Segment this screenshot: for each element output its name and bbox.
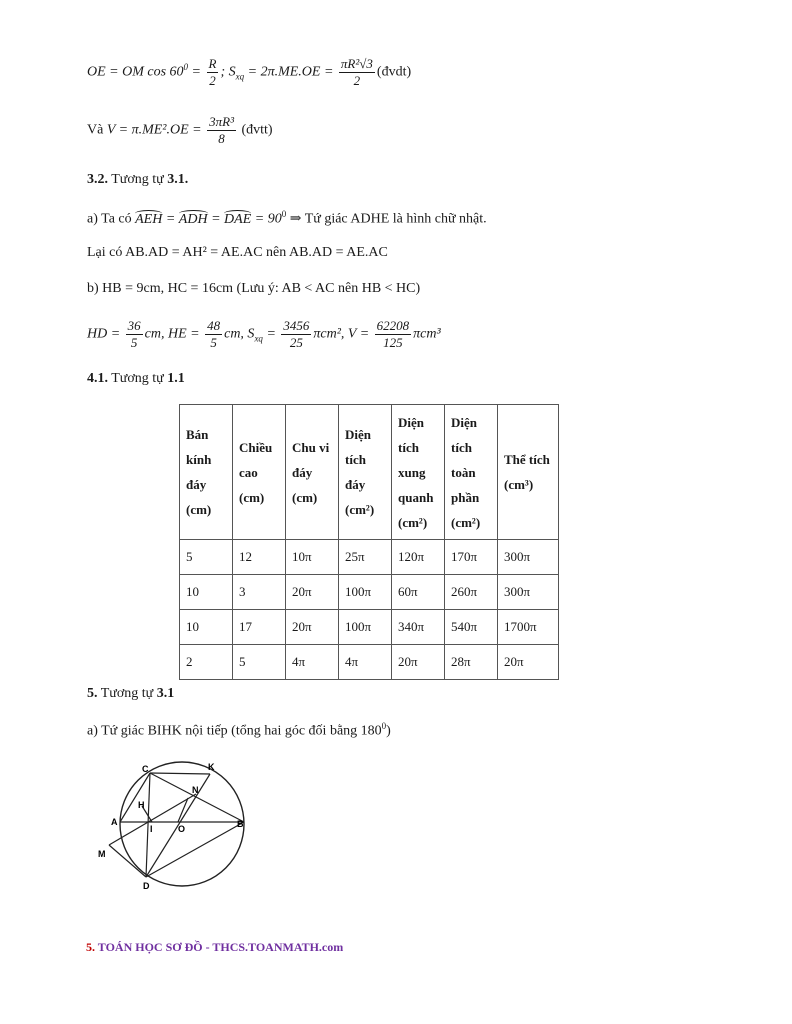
- formula-volume: Và V = π.ME².OE = $\frac{\text{3πR³}}{8}$ (đvtt): [87, 114, 273, 146]
- cylinder-table: [179, 404, 559, 680]
- fraction-r-2: $\frac{R}{2}$: [208, 56, 217, 88]
- table-cell: 120π: [392, 540, 445, 575]
- label-c: C: [142, 764, 149, 774]
- label-n: N: [192, 785, 199, 795]
- table-cell: 10: [180, 575, 233, 610]
- table-header: Diện tích đáy (cm²): [339, 405, 392, 540]
- table-header: Thể tích (cm³): [498, 405, 559, 540]
- table-cell: 2: [180, 645, 233, 680]
- table-cell: 20π: [286, 610, 339, 645]
- segment-db: [146, 822, 244, 877]
- section-3-2-heading: 3.2. Tương tự 3.1.: [87, 172, 189, 187]
- label-m: M: [98, 849, 106, 859]
- table-cell: 340π: [392, 610, 445, 645]
- segment-md: [109, 845, 146, 877]
- table-row: [180, 575, 559, 610]
- table-row: [180, 610, 559, 645]
- segment-ck: [150, 773, 210, 774]
- fraction-sxq2: $\frac{3456}{25}$: [283, 318, 310, 350]
- section-3-2-relation: Lại có AB.AD = AH² = AE.AC nên AB.AD = AE.AC: [87, 245, 388, 260]
- table-header: Chu vi đáy (cm): [286, 405, 339, 540]
- label-i: I: [150, 824, 153, 834]
- fraction-v: $\frac{62208}{125}$: [376, 318, 410, 350]
- segment-cb: [150, 773, 244, 822]
- table-cell: 12: [233, 540, 286, 575]
- section-4-1-heading: 4.1. Tương tự 1.1: [87, 371, 185, 386]
- table-cell: 540π: [445, 610, 498, 645]
- section-3-2-a: a) Ta có AEH = ADH = DAE = $90^0$ ⇒ Tứ giác ADHE là hình chữ nhật.: [87, 209, 487, 227]
- table-cell: 4π: [286, 645, 339, 680]
- section-3-2-results: HD = $\frac{36}{5}$ cm, HE = $\frac{48}{5}$ cm, $S_{xq}$ = $\frac{3456}{25}$ πcm², V = $\frac{62208}{125}$ πcm³: [87, 318, 441, 350]
- table-cell: 300π: [498, 540, 559, 575]
- label-a: A: [111, 817, 118, 827]
- fraction-hd: $\frac{36}{5}$: [127, 318, 141, 350]
- section-5-a: a) Tứ giác BIHK nội tiếp (tổng hai góc đối bằng $180^0$): [87, 721, 391, 739]
- fraction-he: $\frac{48}{5}$: [207, 318, 221, 350]
- label-h: H: [138, 800, 145, 810]
- table-cell: 100π: [339, 610, 392, 645]
- table-row: [180, 645, 559, 680]
- table-cell: 20π: [286, 575, 339, 610]
- fraction-sxq: $\frac{\text{πR²√3}}{2}$: [340, 56, 373, 88]
- table-row: [180, 540, 559, 575]
- section-5-heading: 5. Tương tự 3.1: [87, 686, 175, 701]
- label-b: B: [237, 819, 244, 829]
- table-cell: 20π: [392, 645, 445, 680]
- table-cell: 300π: [498, 575, 559, 610]
- label-k: K: [208, 762, 215, 772]
- table-cell: 28π: [445, 645, 498, 680]
- label-d: D: [143, 881, 150, 891]
- table-cell: 3: [233, 575, 286, 610]
- formula-oe: OE = OM $\cos 60^0$ = $\frac{R}{2}$ ; $S_{xq} = 2\pi.ME.OE$ = $\frac{\text{πR²√3}}{2}$ (đvdt): [87, 56, 412, 88]
- fraction-volume: $\frac{\text{3πR³}}{8}$: [209, 114, 234, 146]
- table-header-row: [180, 405, 559, 540]
- table-header: Diện tích xung quanh (cm²): [392, 405, 445, 540]
- table-cell: 100π: [339, 575, 392, 610]
- label-o: O: [178, 824, 186, 834]
- table-header: Diện tích toàn phần (cm²): [445, 405, 498, 540]
- section-3-2-b: b) HB = 9cm, HC = 16cm (Lưu ý: AB < AC nên HB < HC): [87, 281, 421, 296]
- table-cell: 60π: [392, 575, 445, 610]
- table-header: Chiều cao (cm): [233, 405, 286, 540]
- table-header: Bán kính đáy (cm): [180, 405, 233, 540]
- table-cell: 10π: [286, 540, 339, 575]
- table-cell: 170π: [445, 540, 498, 575]
- table-cell: 5: [233, 645, 286, 680]
- table-cell: 17: [233, 610, 286, 645]
- table-cell: 10: [180, 610, 233, 645]
- table-cell: 1700π: [498, 610, 559, 645]
- segment-ca: [120, 773, 150, 822]
- table-cell: 20π: [498, 645, 559, 680]
- table-cell: 4π: [339, 645, 392, 680]
- table-cell: 25π: [339, 540, 392, 575]
- page-footer: 5. TOÁN HỌC SƠ ĐỒ - THCS.TOANMATH.com: [86, 940, 344, 954]
- table-cell: 5: [180, 540, 233, 575]
- table-cell: 260π: [445, 575, 498, 610]
- geometry-figure: [92, 760, 262, 895]
